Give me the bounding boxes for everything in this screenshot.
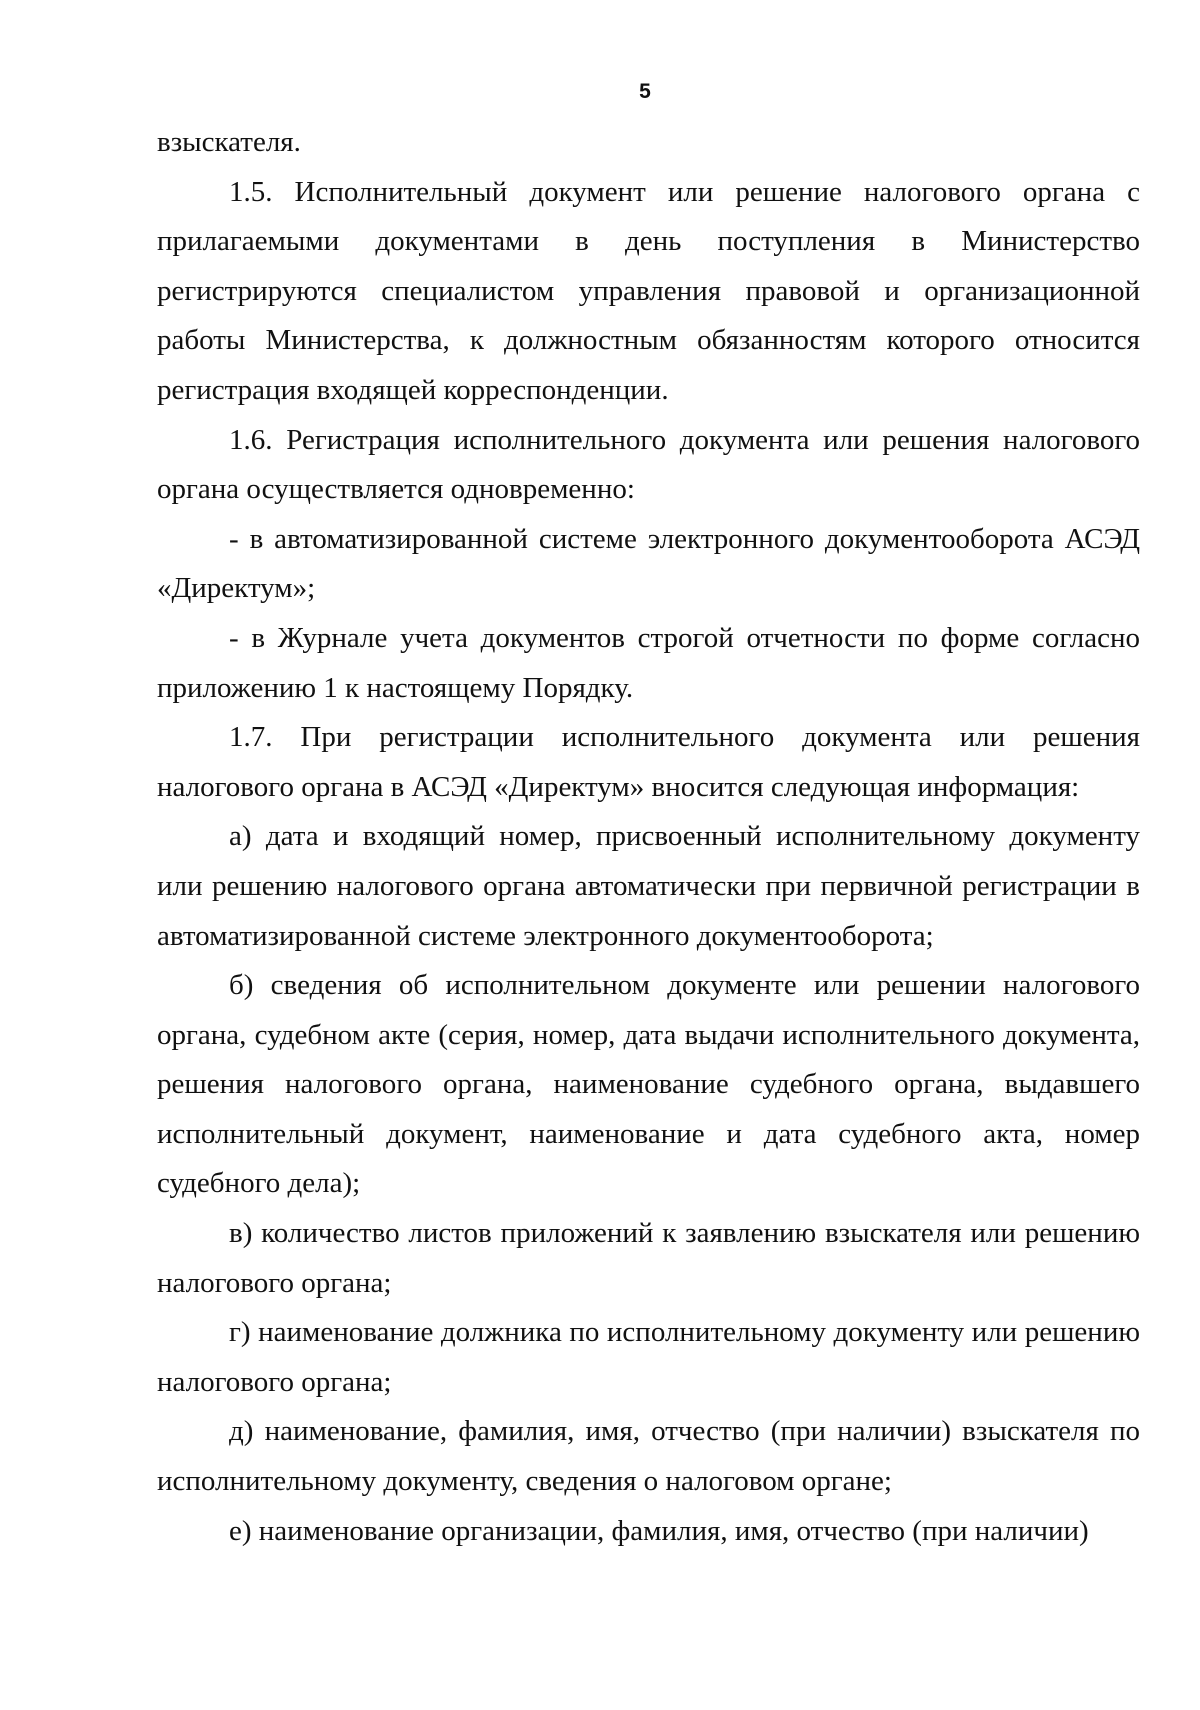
paragraph-1-5: 1.5. Исполнительный документ или решение налогового органа с прилагаемыми документами в день поступления в Министерство регистрируются специалистом управления правовой и организационной работы Министерства, к должностным обязанностям которого относится регистрация входящей корреспонденции.: [157, 175, 1140, 406]
list-item-g: г) наименование должника по исполнительному документу или решению налогового органа;: [157, 1316, 1140, 1398]
list-item-ased: - в автоматизированной системе электронного документооборота АСЭД «Директум»;: [157, 522, 1140, 605]
list-item-d: д) наименование, фамилия, имя, отчество (при наличии) взыскателя по исполнительному документу, сведения о налоговом органе;: [157, 1415, 1140, 1498]
list-item-a: а) дата и входящий номер, присвоенный исполнительному документу или решению налогового органа автоматически при первичной регистрации в автоматизированной системе электронного документооборота;: [157, 820, 1140, 952]
list-item-e: е) наименование организации, фамилия, имя, отчество (при наличии): [229, 1514, 1089, 1547]
paragraph-1-7: 1.7. При регистрации исполнительного документа или решения налогового органа в АСЭД «Директум» вносится следующая информация:: [157, 721, 1140, 803]
list-item-b: б) сведения об исполнительном документе или решении налогового органа, судебном акте (серия, номер, дата выдачи исполнительного документа, решения налогового органа, наименование судебного органа, выдавшего исполнительный документ, наименование и дата судебного акта, номер судебного дела);: [157, 969, 1140, 1200]
paragraph-1-6: 1.6. Регистрация исполнительного документа или решения налогового органа осуществляется одновременно:: [157, 423, 1140, 506]
page-number: 5: [639, 80, 651, 103]
list-item-v: в) количество листов приложений к заявлению взыскателя или решению налогового органа;: [157, 1217, 1140, 1299]
paragraph-continuation: взыскателя.: [157, 126, 301, 158]
document-body: [157, 118, 1140, 1556]
list-item-journal: - в Журнале учета документов строгой отчетности по форме согласно приложению 1 к настоящему Порядку.: [157, 621, 1140, 704]
